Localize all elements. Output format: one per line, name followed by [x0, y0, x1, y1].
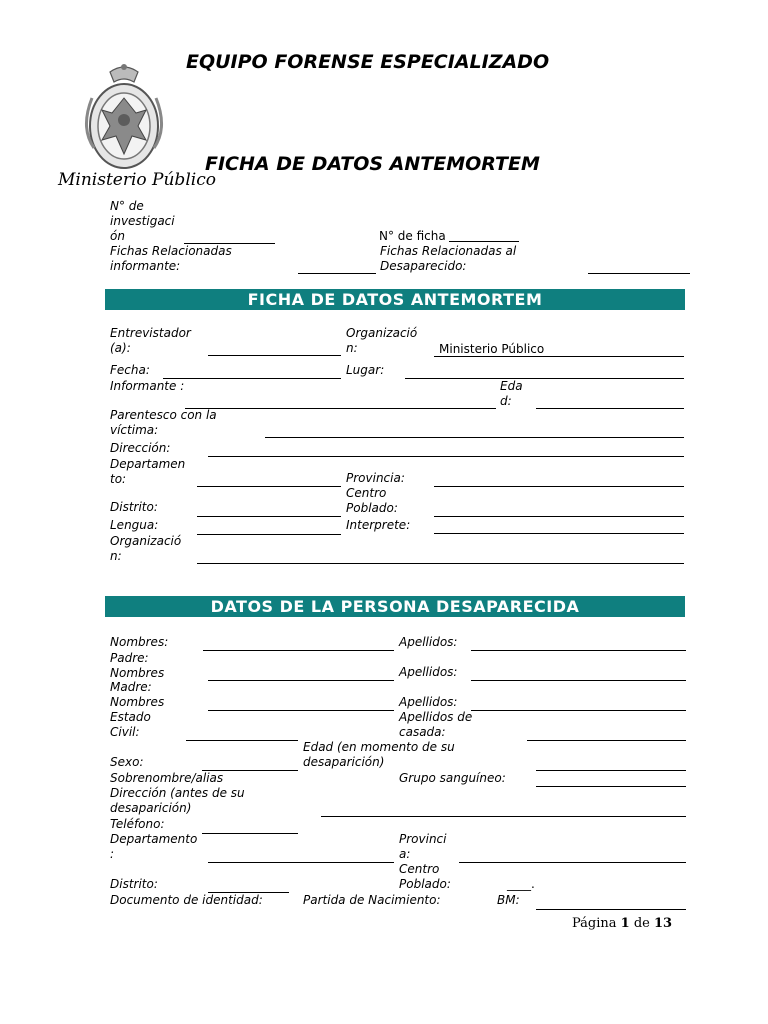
organization-field[interactable]: [434, 356, 684, 357]
date-label: Fecha:: [110, 363, 150, 377]
organization-value[interactable]: Ministerio Público: [439, 342, 545, 356]
sex-label: Sexo:: [110, 755, 144, 769]
village-label: Centro Poblado:: [346, 486, 398, 515]
of-word: de: [633, 916, 650, 931]
team-title: EQUIPO FORENSE ESPECIALIZADO: [186, 51, 550, 73]
section-missing-person-header: DATOS DE LA PERSONA DESAPARECIDA: [105, 596, 685, 617]
married-surnames-field[interactable]: [527, 740, 686, 741]
page-number: 1: [620, 916, 630, 931]
mother-surnames-label: Apellidos:: [399, 695, 458, 709]
province2-label: Provinci a:: [399, 832, 447, 861]
civil-status-label: Estado Civil:: [110, 710, 151, 739]
surnames-field[interactable]: [471, 650, 686, 651]
father-surnames-field[interactable]: [471, 680, 686, 681]
form-title: FICHA DE DATOS ANTEMORTEM: [205, 153, 540, 175]
section-antemortem-header: FICHA DE DATOS ANTEMORTEM: [105, 289, 685, 310]
province-label: Provincia:: [346, 471, 405, 485]
birth-certificate-label: Partida de Nacimiento:: [303, 893, 441, 907]
department-field[interactable]: [197, 486, 341, 487]
father-surnames-label: Apellidos:: [399, 665, 458, 679]
place-label: Lugar:: [346, 363, 385, 377]
language-label: Lengua:: [110, 518, 159, 532]
mother-names-label: Madre: Nombres: [110, 680, 165, 709]
interviewer-field[interactable]: [208, 355, 341, 356]
province2-field[interactable]: [459, 862, 686, 863]
age-field[interactable]: [536, 770, 686, 771]
district-label: Distrito:: [110, 500, 158, 514]
blood-label: Grupo sanguíneo:: [399, 771, 506, 785]
civil-status-field[interactable]: [186, 740, 298, 741]
father-names-field[interactable]: [208, 680, 394, 681]
investigation-number-label: N° de investigaci ón: [110, 199, 175, 243]
seal-icon: [50, 58, 200, 173]
ministerio-publico-logo: [50, 58, 216, 193]
place-field[interactable]: [405, 378, 684, 379]
kinship-label: Parentesco con la víctima:: [110, 408, 217, 437]
organization2-label: Organizació n:: [110, 534, 182, 563]
names-field[interactable]: [203, 650, 394, 651]
phone-field[interactable]: [202, 833, 298, 834]
page-counter: [572, 916, 672, 931]
mother-names-field[interactable]: [208, 710, 394, 711]
page-total: 13: [654, 916, 673, 931]
informant-age-label: Eda d:: [500, 379, 523, 408]
logo-text: Ministerio Público: [58, 170, 216, 190]
names-label: Nombres:: [110, 635, 169, 649]
blood-field[interactable]: [536, 786, 686, 787]
province-field[interactable]: [434, 486, 684, 487]
village-field[interactable]: [434, 516, 684, 517]
related-informant-label: Fichas Relacionadas informante:: [110, 244, 232, 273]
address-label: Dirección:: [110, 441, 171, 455]
nickname-label: Sobrenombre/alias: [110, 771, 224, 785]
ficha-number-field[interactable]: [449, 241, 519, 242]
address-field[interactable]: [208, 456, 684, 457]
id-document-label: Documento de identidad:: [110, 893, 263, 907]
village2-field[interactable]: ____.: [507, 877, 535, 891]
related-missing-field[interactable]: [588, 273, 690, 274]
related-missing-label: Fichas Relacionadas al Desaparecido:: [380, 244, 517, 273]
organization2-field[interactable]: [197, 563, 684, 564]
department-label: Departamen to:: [110, 457, 186, 486]
prior-address-field[interactable]: [321, 816, 686, 817]
organization-label: Organizació n:: [346, 326, 418, 355]
ficha-number-label: N° de ficha: [379, 229, 446, 243]
informant-age-field[interactable]: [536, 408, 684, 409]
interpreter-field[interactable]: [434, 533, 684, 534]
department2-field[interactable]: [208, 862, 394, 863]
surnames-label: Apellidos:: [399, 635, 458, 649]
phone-label: Teléfono:: [110, 817, 165, 831]
district2-label: Distrito:: [110, 877, 158, 891]
district-field[interactable]: [197, 516, 341, 517]
age-label: Edad (en momento de su desaparición): [303, 740, 455, 769]
department2-label: Departamento :: [110, 832, 198, 861]
interpreter-label: Interprete:: [346, 518, 411, 532]
bm-field[interactable]: [536, 909, 686, 910]
page-word: Página: [572, 916, 617, 931]
related-informant-field[interactable]: [298, 273, 376, 274]
kinship-field[interactable]: [265, 437, 684, 438]
language-field[interactable]: [197, 534, 341, 535]
informant-label: Informante :: [110, 379, 185, 393]
village2-label: Centro Poblado:: [399, 862, 451, 891]
married-surnames-label: Apellidos de casada:: [399, 710, 473, 739]
mother-surnames-field[interactable]: [471, 710, 686, 711]
bm-label: BM:: [497, 893, 520, 907]
prior-address-label: Dirección (antes de su desaparición): [110, 786, 245, 815]
interviewer-label: Entrevistador (a):: [110, 326, 191, 355]
father-names-label: Padre: Nombres: [110, 651, 165, 680]
